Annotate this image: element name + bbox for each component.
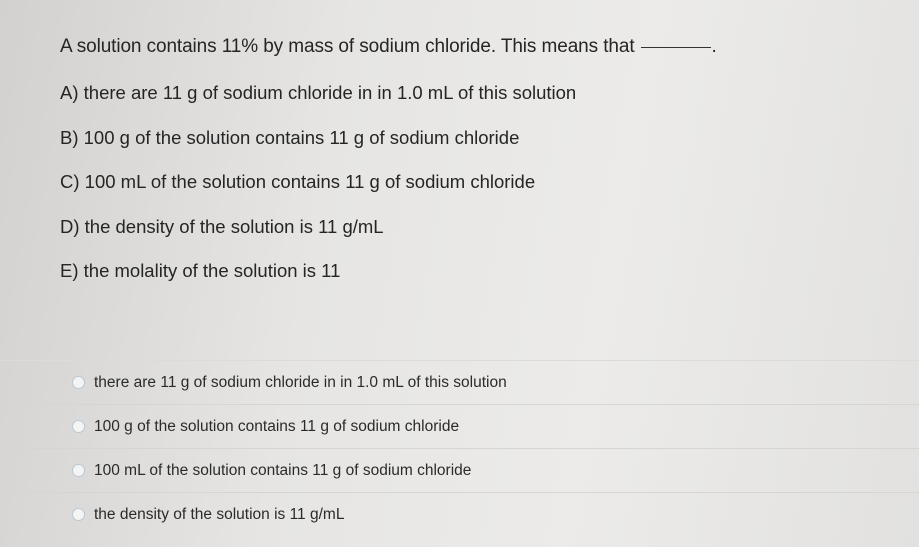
answer-choices: [0, 360, 919, 536]
answer-choice-label[interactable]: 100 g of the solution contains 11 g of sodium chloride: [94, 417, 460, 435]
answer-choice-3[interactable]: [0, 448, 919, 492]
question-end-mark: .: [711, 36, 717, 57]
answer-choice-1[interactable]: [0, 360, 919, 404]
stem-option-d: D) the density of the solution is 11 g/mL: [60, 215, 384, 237]
radio-button-icon[interactable]: [72, 420, 85, 433]
answer-choice-2[interactable]: [0, 404, 919, 448]
stem-option-b: B) 100 g of the solution contains 11 g of sodium chloride: [60, 126, 520, 148]
radio-button-icon[interactable]: [72, 508, 85, 521]
radio-button-icon[interactable]: [72, 464, 85, 477]
answer-choice-label[interactable]: there are 11 g of sodium chloride in in 1.0 mL of this solution: [94, 373, 507, 391]
answer-choice-4[interactable]: [0, 492, 919, 536]
stem-option-a: A) there are 11 g of sodium chloride in in 1.0 mL of this solution: [60, 82, 577, 103]
stem-options-list: [60, 80, 576, 303]
question-text: [60, 36, 717, 58]
answer-blank: [641, 47, 711, 48]
radio-button-icon[interactable]: [72, 376, 85, 389]
answer-choice-label[interactable]: the density of the solution is 11 g/mL: [94, 505, 345, 523]
question-stem: A solution contains 11% by mass of sodium chloride. This means that: [60, 36, 635, 57]
stem-option-c: C) 100 mL of the solution contains 11 g of sodium chloride: [60, 171, 536, 192]
stem-option-e: E) the molality of the solution is 11: [60, 260, 341, 281]
answer-choice-label[interactable]: 100 mL of the solution contains 11 g of sodium chloride: [94, 461, 472, 479]
